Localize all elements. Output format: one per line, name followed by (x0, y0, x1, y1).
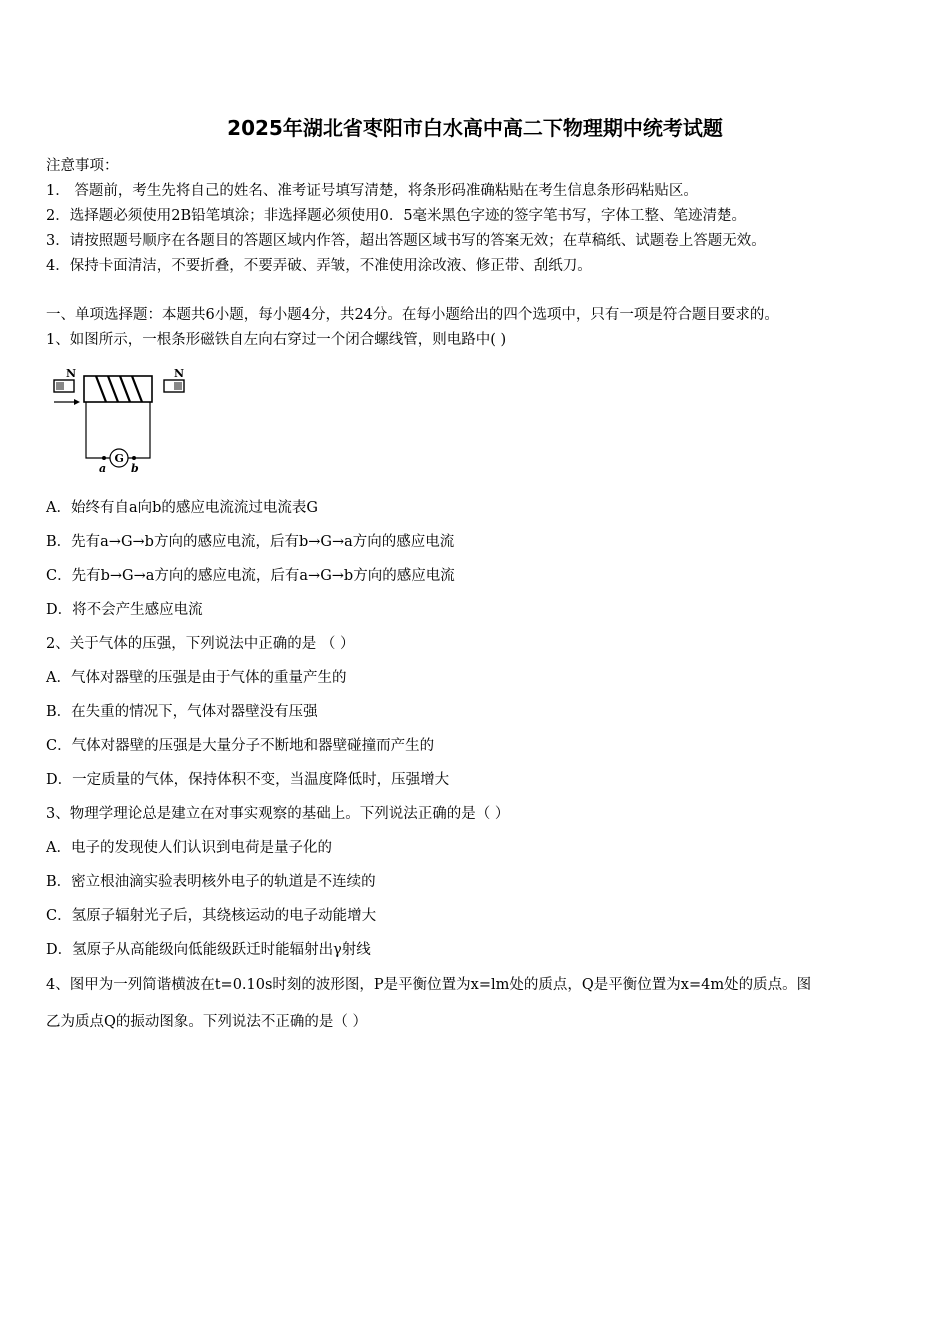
question-3-option-b: B．密立根油滴实验表明核外电子的轨道是不连续的 (46, 874, 376, 890)
question-3-stem: 3、物理学理论总是建立在对事实观察的基础上。下列说法正确的是（ ） (46, 806, 510, 822)
question-2-option-d: D．一定质量的气体，保持体积不变，当温度降低时，压强增大 (46, 772, 450, 788)
notice-item-2: 2．选择题必须使用2B铅笔填涂；非选择题必须使用0．5毫米黑色字迹的签字笔书写，字体工整、笔迹清楚。 (46, 208, 747, 224)
point-b-dot (132, 456, 136, 460)
page-title: 2025年湖北省枣阳市白水高中高二下物理期中统考试题 (227, 116, 723, 140)
solenoid-windings (96, 376, 142, 402)
notice-item-1: 1． 答题前，考生先将自己的姓名、准考证号填写清楚，将条形码准确粘贴在考生信息条形码粘贴区。 (46, 183, 698, 199)
question-1-option-b: B．先有a→G→b方向的感应电流，后有b→G→a方向的感应电流 (46, 534, 455, 550)
circuit-wire-left (86, 402, 110, 458)
question-4-stem-line-2: 乙为质点Q的振动图象。下列说法不正确的是（ ） (46, 1014, 367, 1030)
left-magnet-label: N (66, 367, 77, 380)
circuit-wire-right (128, 402, 150, 458)
question-2-option-b: B．在失重的情况下，气体对器壁没有压强 (46, 704, 318, 720)
question-2-stem: 2、关于气体的压强，下列说法中正确的是 （ ） (46, 636, 355, 652)
galvanometer-label: G (114, 452, 124, 465)
question-3-option-c: C．氢原子辐射光子后，其绕核运动的电子动能增大 (46, 908, 377, 924)
question-3-option-a: A．电子的发现使人们认识到电荷是量子化的 (46, 840, 332, 856)
question-3-option-d: D．氢原子从高能级向低能级跃迁时能辐射出γ射线 (46, 942, 371, 958)
left-magnet-pole-shade (56, 382, 64, 390)
question-1-option-d: D．将不会产生感应电流 (46, 602, 203, 618)
point-b-label: b (131, 462, 139, 475)
solenoid-figure (46, 366, 196, 476)
question-1-option-c: C．先有b→G→a方向的感应电流，后有a→G→b方向的感应电流 (46, 568, 455, 584)
notice-item-3: 3．请按照题号顺序在各题目的答题区域内作答，超出答题区域书写的答案无效；在草稿纸、试题卷上答题无效。 (46, 233, 766, 249)
section-1-heading: 一、单项选择题：本题共6小题，每小题4分，共24分。在每小题给出的四个选项中，只有一项是符合题目要求的。 (46, 307, 779, 323)
question-4-stem-line-1: 4、图甲为一列简谐横波在t=0.10s时刻的波形图，P是平衡位置为x=lm处的质点，Q是平衡位置为x=4m处的质点。图 (46, 977, 812, 993)
notice-heading: 注意事项： (46, 158, 119, 174)
notice-item-4: 4．保持卡面清洁，不要折叠，不要弄破、弄皱，不准使用涂改液、修正带、刮纸刀。 (46, 258, 592, 274)
question-1-stem: 1、如图所示，一根条形磁铁自左向右穿过一个闭合螺线管，则电路中( ) (46, 332, 507, 348)
point-a-label: a (99, 462, 107, 475)
right-magnet-pole-shade (174, 382, 182, 390)
question-2-option-a: A．气体对器壁的压强是由于气体的重量产生的 (46, 670, 347, 686)
question-2-option-c: C．气体对器壁的压强是大量分子不断地和器壁碰撞而产生的 (46, 738, 435, 754)
motion-arrow-head (74, 399, 80, 405)
point-a-dot (102, 456, 106, 460)
question-1-option-a: A．始终有自a向b的感应电流流过电流表G (46, 500, 318, 516)
solenoid-tube (84, 376, 152, 402)
right-magnet-label: N (174, 367, 185, 380)
